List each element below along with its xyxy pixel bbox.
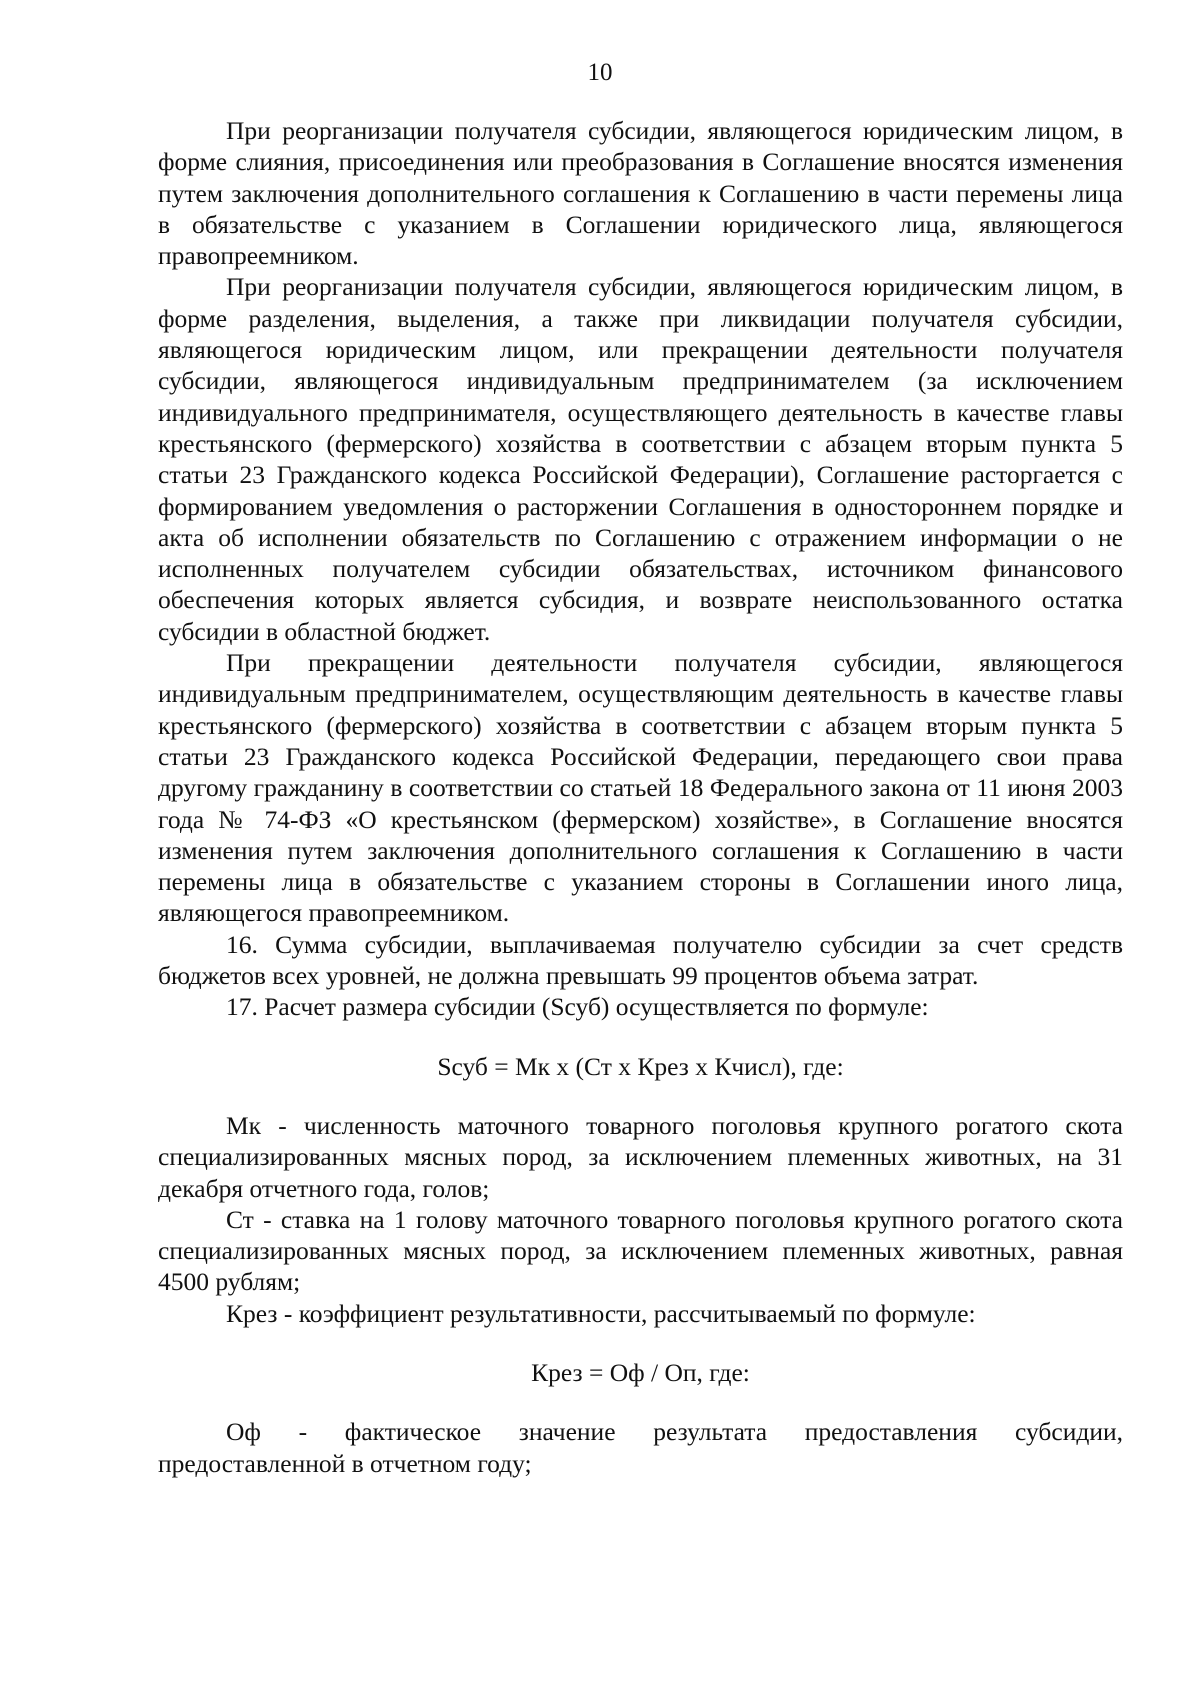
definition-mk: Мк - численность маточного товарного поголовья крупного рогатого скота специализированных мясных пород, за исключением племенных животных, на 31 декабря отчетного года, голов; (158, 1110, 1123, 1203)
paragraph-item-16: 16. Сумма субсидии, выплачиваемая получателю субсидии за счет средств бюджетов всех уровней, не должна превышать 99 процентов объема затрат. (158, 929, 1123, 991)
formula-krez: Крез = Оф / Оп, где: (531, 1357, 750, 1387)
paragraph-reorganization-division: При реорганизации получателя субсидии, являющегося юридическим лицом, в форме разделения, выделения, а также при ликвидации получателя субсидии, являющегося юридическим лицом, или прекращении деятельности получателя субсидии, являющегося индивидуальным предпринимателем (за исключением индивидуального предпринимателя, осуществляющего деятельность в качестве главы крестьянского (фермерского) хозяйства в соответствии с абзацем вторым пункта 5 статьи 23 Гражданского кодекса Российской Федерации), Соглашение расторгается с формированием уведомления о расторжении Соглашения в одностороннем порядке и акта об исполнении обязательств по Соглашению с отражением информации о не исполненных получателем субсидии обязательствах, источником финансового обеспечения которых является субсидия, и возврате неиспользованного остатка субсидии в областной бюджет. (158, 272, 1123, 646)
page-number: 10 (587, 59, 613, 86)
paragraph-item-17: 17. Расчет размера субсидии (Sсуб) осуществляется по формуле: (226, 992, 929, 1022)
formula-subsidy: Sсуб = Мк х (Ст х Крез х Кчисл), где: (437, 1051, 844, 1081)
paragraph-reorganization-merger: При реорганизации получателя субсидии, являющегося юридическим лицом, в форме слияния, присоединения или преобразования в Соглашение вносятся изменения путем заключения дополнительного соглашения к Соглашению в части перемены лица в обязательстве с указанием в Соглашении юридического лица, являющегося правопреемником. (158, 116, 1123, 271)
definition-st: Ст - ставка на 1 голову маточного товарного поголовья крупного рогатого скота специализированных мясных пород, за исключением племенных животных, равная 4500 рублям; (158, 1204, 1123, 1297)
definition-krez: Крез - коэффициент результативности, рассчитываемый по формуле: (226, 1298, 976, 1328)
document-body (158, 115, 1123, 1479)
definition-of: Оф - фактическое значение результата предоставления субсидии, предоставленной в отчетном году; (158, 1417, 1123, 1478)
paragraph-termination-farm-head: При прекращении деятельности получателя субсидии, являющегося индивидуальным предпринимателем, осуществляющим деятельность в качестве главы крестьянского (фермерского) хозяйства в соответствии с абзацем вторым пункта 5 статьи 23 Гражданского кодекса Российской Федерации, передающего свои права другому гражданину в соответствии со статьей 18 Федерального закона от 11 июня 2003 года № 74-ФЗ «О крестьянском (фермерском) хозяйстве», в Соглашение вносятся изменения путем заключения дополнительного соглашения к Соглашению в части перемены лица в обязательстве с указанием стороны в Соглашении иного лица, являющегося правопреемником. (158, 648, 1123, 928)
